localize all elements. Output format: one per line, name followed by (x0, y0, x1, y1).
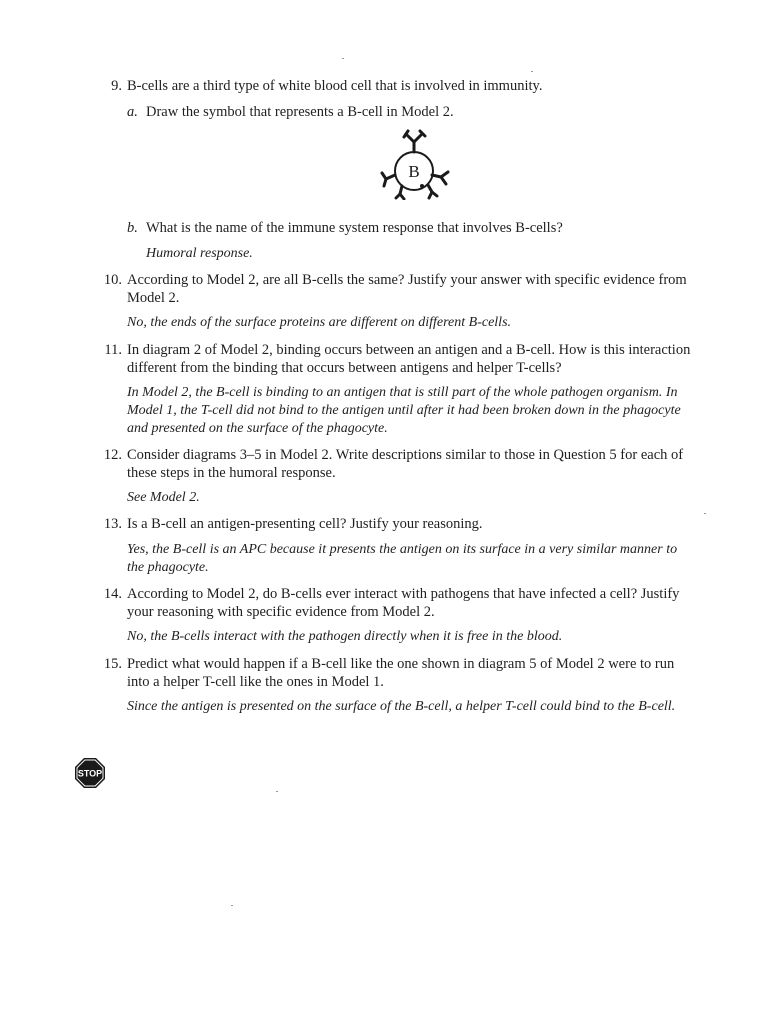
question-number: 14. (103, 586, 122, 602)
answer-text: See Model 2. (127, 490, 200, 505)
part-letter: b. (127, 220, 138, 236)
answer-text: Since the antigen is presented on the surface of the B-cell, a helper T-cell could bind to the B-cell. (127, 699, 676, 714)
scan-speck (276, 791, 278, 792)
question-text: Consider diagrams 3–5 in Model 2. Write descriptions similar to those in Question 5 for each of these steps in the humoral response. (127, 447, 684, 481)
b-cell-symbol-icon (378, 128, 454, 200)
part-text: Draw the symbol that represents a B-cell in Model 2. (146, 104, 454, 120)
stop-sign-icon (74, 757, 106, 789)
question-text: In diagram 2 of Model 2, binding occurs between an antigen and a B-cell. How is this interaction different from the binding that occurs between antigens and helper T-cells? (127, 342, 691, 376)
question-number: 10. (103, 272, 122, 288)
b-cell-letter: B (408, 162, 420, 181)
question-number: 9. (111, 78, 122, 94)
question-text: B-cells are a third type of white blood cell that is involved in immunity. (127, 78, 543, 94)
question-text: According to Model 2, do B-cells ever interact with pathogens that have infected a cell? Justify your reasoning with specific evidence from Model 2. (127, 586, 680, 620)
stop-sign-label: STOP (77, 768, 103, 779)
question-number: 12. (103, 447, 122, 463)
scan-speck (704, 513, 706, 514)
question-text: According to Model 2, are all B-cells the same? Justify your answer with specific evidence from Model 2. (127, 272, 687, 306)
scan-speck (342, 58, 344, 59)
answer-text: No, the B-cells interact with the pathogen directly when it is free in the blood. (127, 629, 563, 644)
scan-speck (231, 905, 233, 906)
question-text: Is a B-cell an antigen-presenting cell? Justify your reasoning. (127, 516, 483, 532)
question-number: 11. (104, 342, 122, 358)
answer-text: In Model 2, the B-cell is binding to an antigen that is still part of the whole pathogen organism. In Model 1, the T-cell did not bind to the antigen until after it had been broken down in the phagocyte and presented on the surface of the phagocyte. (127, 385, 681, 436)
scan-speck (531, 71, 533, 72)
answer-text: Humoral response. (146, 246, 253, 261)
question-text: Predict what would happen if a B-cell like the one shown in diagram 5 of Model 2 were to run into a helper T-cell like the ones in Model 1. (127, 656, 675, 690)
part-text: What is the name of the immune system response that involves B-cells? (146, 220, 563, 236)
question-number: 15. (103, 656, 122, 672)
question-number: 13. (103, 516, 122, 532)
answer-text: No, the ends of the surface proteins are different on different B-cells. (127, 315, 512, 330)
part-letter: a. (127, 104, 138, 120)
answer-text: Yes, the B-cell is an APC because it presents the antigen on its surface in a very similar manner to the phagocyte. (127, 542, 678, 575)
